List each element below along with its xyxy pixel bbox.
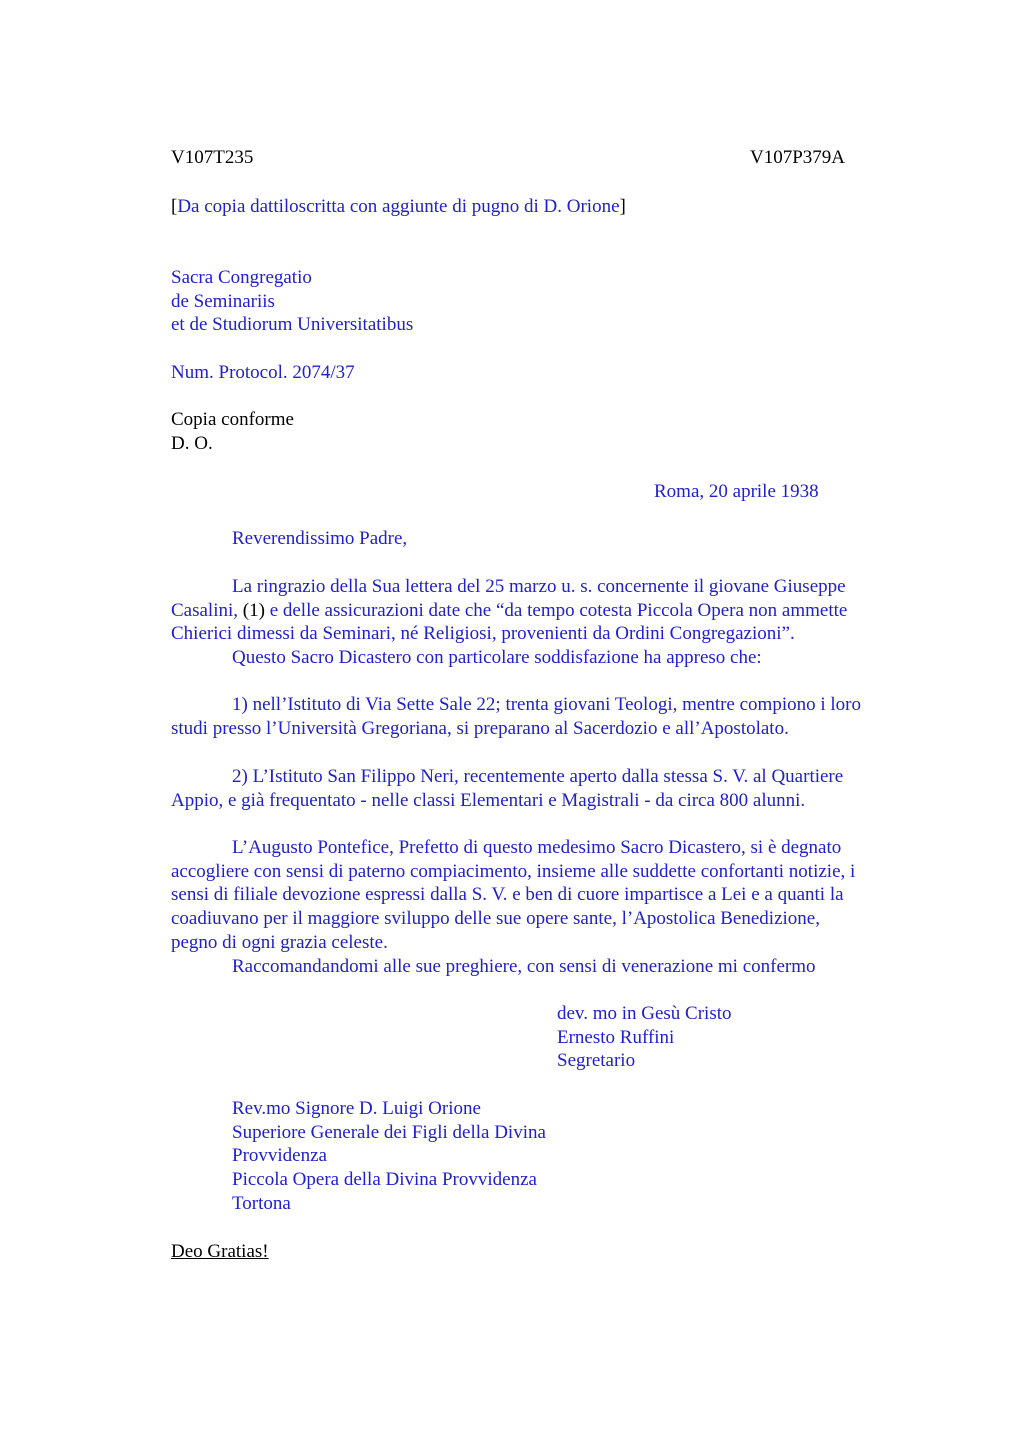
signature-title: Segretario (557, 1050, 636, 1072)
body-line: Appio, e già frequentato - nelle classi Elementari e Magistrali - da circa 800 alunni. (171, 789, 806, 811)
source-note (171, 195, 626, 219)
footnote-reference: (1) (242, 599, 265, 621)
copy-note-line: Copia conforme (171, 409, 294, 430)
addressee-line: Piccola Opera della Divina Provvidenza (232, 1169, 537, 1191)
source-note-text: Da copia dattiloscritta con aggiunte di pugno di D. Orione (177, 196, 620, 217)
addressee-line: Superiore Generale dei Figli della Divina (232, 1121, 546, 1143)
salutation: Reverendissimo Padre, (232, 528, 408, 549)
sender-line: et de Studiorum Universitatibus (171, 314, 414, 336)
place-date: Roma, 20 aprile 1938 (654, 481, 819, 502)
signature-line: dev. mo in Gesù Cristo (557, 1003, 732, 1024)
body-line: L’Augusto Pontefice, Prefetto di questo medesimo Sacro Dicastero, si è degnato (232, 837, 842, 858)
addressee-line: Rev.mo Signore D. Luigi Orione (232, 1098, 481, 1119)
sender-line: Sacra Congregatio (171, 267, 312, 288)
body-line: studi presso l’Università Gregoriana, si preparano al Sacerdozio e all’Apostolato. (171, 717, 789, 739)
protocol-number: Num. Protocol. 2074/37 (171, 362, 355, 383)
sender-line: de Seminariis (171, 290, 275, 312)
body-line (171, 599, 931, 623)
addressee-block (232, 1097, 546, 1216)
closing-text: Deo Gratias! (171, 1241, 269, 1262)
sender-block (171, 266, 413, 337)
body-paragraph-4 (171, 765, 931, 812)
body-paragraph-1 (171, 575, 931, 646)
body-line: Raccomandandomi alle sue preghiere, con sensi di venerazione mi confermo (232, 955, 816, 977)
copy-note-line: D. O. (171, 432, 213, 454)
body-line: coadiuvano per il maggiore sviluppo delle sue opere sante, l’Apostolica Benedizione, (171, 908, 820, 930)
body-line: 1) nell’Istituto di Via Sette Sale 22; trenta giovani Teologi, mentre compiono i loro (232, 694, 861, 715)
closing-deo-gratias (171, 1240, 269, 1264)
signature-block (557, 1002, 732, 1073)
body-line: accogliere con sensi di paterno compiacimento, insieme alle suddette confortanti notizie, i (171, 860, 856, 882)
document-code-right: V107P379A (750, 147, 846, 168)
body-text: e delle assicurazioni date che “da tempo cotesta Piccola Opera non ammette (264, 599, 848, 621)
body-line: 2) L’Istituto San Filippo Neri, recentemente aperto dalla stessa S. V. al Quartiere (232, 766, 844, 787)
body-paragraph-5 (171, 836, 931, 978)
addressee-line: Tortona (232, 1192, 291, 1214)
body-line: sensi di filiale devozione espressi dalla S. V. e ben di cuore impartisce a Lei e a quanti la (171, 884, 844, 906)
body-text: Casalini, (171, 599, 243, 621)
copy-note (171, 408, 294, 455)
body-line: La ringrazio della Sua lettera del 25 marzo u. s. concernente il giovane Giuseppe (232, 576, 846, 597)
body-line: pegno di ogni grazia celeste. (171, 931, 388, 953)
body-paragraph-2 (171, 646, 931, 670)
body-paragraph-3 (171, 693, 931, 740)
document-code-left: V107T235 (171, 147, 254, 168)
body-line: Questo Sacro Dicastero con particolare soddisfazione ha appreso che: (232, 647, 762, 668)
source-note-open-bracket: [ (171, 196, 178, 217)
addressee-line: Provvidenza (232, 1145, 327, 1167)
body-line: Chierici dimessi da Seminari, né Religiosi, provenienti da Ordini Congregazioni”. (171, 623, 795, 645)
signature-name: Ernesto Ruffini (557, 1026, 675, 1048)
source-note-close-bracket: ] (619, 196, 626, 217)
